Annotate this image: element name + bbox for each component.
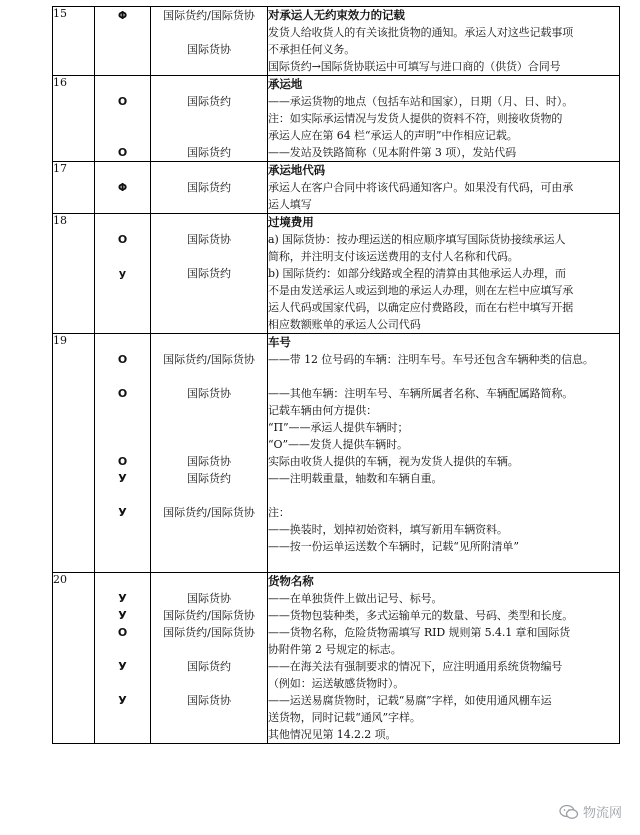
scope-cell bbox=[151, 7, 268, 76]
code-mark bbox=[95, 248, 150, 265]
description-line: 其他情况见第 14.2.2 项。 bbox=[268, 728, 397, 741]
code-mark bbox=[95, 76, 150, 93]
scope-label bbox=[151, 573, 267, 590]
description-line: “П”——承运人提供车辆时； bbox=[268, 421, 409, 434]
desc-cell bbox=[268, 214, 620, 334]
code-mark bbox=[95, 127, 150, 144]
code-mark: y bbox=[118, 267, 127, 280]
description-line: 承运人在客户合同中将该代码通知客户。如果没有代码，可由承 bbox=[268, 181, 574, 194]
description-line: 协附件第 2 号规定的标志。 bbox=[268, 643, 402, 656]
scope-label bbox=[151, 127, 267, 144]
row-number: 19 bbox=[53, 334, 95, 573]
description-line: 不是由发送承运人或运到地的承运人办理，则在左栏中应填写承 bbox=[268, 284, 574, 297]
scope-label: 国际货约/国际货协 bbox=[163, 626, 255, 639]
code-mark bbox=[95, 675, 150, 692]
scope-label: 国际货协 bbox=[187, 233, 231, 246]
section-title: 承运地代码 bbox=[268, 163, 325, 177]
scope-cell bbox=[151, 573, 268, 744]
desc-cell bbox=[268, 162, 620, 214]
description-line bbox=[268, 555, 619, 572]
scope-label bbox=[151, 538, 267, 555]
code-mark: У bbox=[118, 694, 127, 707]
row-number: 16 bbox=[53, 76, 95, 162]
table-row bbox=[53, 214, 620, 334]
description-line: 不承担任何义务。 bbox=[268, 43, 356, 56]
code-mark bbox=[95, 282, 150, 299]
scope-label: 国际货协 bbox=[187, 43, 231, 56]
code-mark bbox=[95, 521, 150, 538]
scope-cell bbox=[151, 334, 268, 573]
code-mark: У bbox=[118, 660, 127, 673]
scope-label bbox=[151, 641, 267, 658]
scope-label bbox=[151, 282, 267, 299]
scope-label: 国际货协 bbox=[187, 592, 231, 605]
code-cell bbox=[95, 7, 151, 76]
description-line: 运人填写 bbox=[268, 198, 312, 211]
description-line: 发货人给收货人的有关该批货物的通知。承运人对这些记载事项 bbox=[268, 26, 574, 39]
scope-label bbox=[151, 726, 267, 743]
scope-label: 国际货协 bbox=[187, 455, 231, 468]
scope-label bbox=[151, 555, 267, 572]
code-mark bbox=[95, 196, 150, 213]
description-line: 承运人应在第 64 栏“承运人的声明”中作相应记载。 bbox=[268, 129, 518, 142]
scope-cell bbox=[151, 76, 268, 162]
description-line: ——注明载重量，轴数和车辆自重。 bbox=[268, 472, 443, 485]
code-mark: O bbox=[117, 95, 128, 108]
description-line: ——在单独货件上做出记号、标号。 bbox=[268, 592, 443, 605]
scope-cell bbox=[151, 162, 268, 214]
scope-label: 国际货约 bbox=[187, 181, 231, 194]
scope-label bbox=[151, 368, 267, 385]
code-mark bbox=[95, 368, 150, 385]
code-mark bbox=[95, 402, 150, 419]
scope-label bbox=[151, 196, 267, 213]
scope-label bbox=[151, 58, 267, 75]
code-mark bbox=[95, 162, 150, 179]
code-mark: O bbox=[117, 233, 128, 246]
code-mark bbox=[95, 41, 150, 58]
row-number: 18 bbox=[53, 214, 95, 334]
code-mark bbox=[95, 419, 150, 436]
code-mark: O bbox=[117, 387, 128, 400]
code-mark bbox=[95, 24, 150, 41]
description-line: （例如：运送敏感货物时）。 bbox=[268, 677, 405, 690]
code-mark bbox=[95, 58, 150, 75]
scope-label bbox=[151, 709, 267, 726]
scope-label: 国际货约 bbox=[187, 267, 231, 280]
scope-label: 国际货约/国际货协 bbox=[163, 506, 255, 519]
description-line: ——货物名称，危险货物需填写 RID 规则第 5.4.1 章和国际货 bbox=[268, 626, 571, 639]
table-row bbox=[53, 334, 620, 573]
desc-cell bbox=[268, 573, 620, 744]
row-number: 15 bbox=[53, 7, 95, 76]
code-mark: Φ bbox=[117, 9, 128, 22]
description-line: ——带 12 位号码的车辆：注明车号。车号还包含车辆种类的信息。 bbox=[268, 353, 594, 366]
description-line: 记载车辆由何方提供： bbox=[268, 404, 377, 417]
section-title: 过境费用 bbox=[268, 215, 314, 229]
waybill-instructions-table bbox=[52, 6, 620, 744]
scope-label bbox=[151, 76, 267, 93]
table-body bbox=[53, 7, 620, 744]
section-title: 货物名称 bbox=[268, 574, 314, 588]
scope-label bbox=[151, 299, 267, 316]
code-mark bbox=[95, 110, 150, 127]
section-title: 承运地 bbox=[268, 77, 303, 91]
code-mark bbox=[95, 538, 150, 555]
description-line: ——按一份运单运送数个车辆时，记载“见所附清单” bbox=[268, 540, 519, 553]
code-mark bbox=[95, 334, 150, 351]
code-mark: Φ bbox=[117, 181, 128, 194]
watermark bbox=[559, 802, 622, 821]
scope-label bbox=[151, 419, 267, 436]
code-mark bbox=[95, 436, 150, 453]
scope-label: 国际货约/国际货协 bbox=[163, 609, 255, 622]
description-line: 相应数额账单的承运人公司代码 bbox=[268, 318, 421, 331]
description-line: 国际货约→国际货协联运中可填写与进口商的（供货）合同号 bbox=[268, 60, 561, 73]
description-line: 简称，并注明支付该运送费用的支付人名称和代码。 bbox=[268, 250, 519, 263]
code-mark: У bbox=[118, 609, 127, 622]
table-row bbox=[53, 162, 620, 214]
code-mark bbox=[95, 214, 150, 231]
description-line: ——在海关法有强制要求的情况下，应注明通用系统货物编号 bbox=[268, 660, 563, 673]
scope-label: 国际货协 bbox=[187, 387, 231, 400]
description-line: 实际由收货人提供的车辆，视为发货人提供的车辆。 bbox=[268, 455, 519, 468]
code-mark: O bbox=[117, 353, 128, 366]
description-line: ——其他车辆：注明车号、车辆所属者名称、车辆配属路简称。 bbox=[268, 387, 574, 400]
code-mark: O bbox=[117, 146, 128, 159]
watermark-text: 物流网 bbox=[582, 806, 622, 821]
scope-label: 国际货约/国际货协 bbox=[163, 353, 255, 366]
description-line: ——货物包装种类，多式运输单元的数量、号码、类型和长度。 bbox=[268, 609, 574, 622]
row-number: 17 bbox=[53, 162, 95, 214]
table-row bbox=[53, 76, 620, 162]
description-line: ——运送易腐货物时，记载“易腐”字样，如使用通风棚车运 bbox=[268, 694, 552, 707]
code-cell bbox=[95, 76, 151, 162]
description-line: ——发站及铁路简称（见本附件第 3 项），发站代码 bbox=[268, 146, 516, 159]
code-mark bbox=[95, 641, 150, 658]
description-line: b) 国际货约：如部分线路或全程的清算由其他承运人办理，而 bbox=[268, 267, 566, 280]
desc-cell bbox=[268, 76, 620, 162]
row-number: 20 bbox=[53, 573, 95, 744]
table-row bbox=[53, 573, 620, 744]
description-line: 送货物，同时记载“通风”字样。 bbox=[268, 711, 421, 724]
scope-label bbox=[151, 162, 267, 179]
section-title: 对承运人无约束效力的记载 bbox=[268, 8, 405, 22]
code-mark: O bbox=[117, 626, 128, 639]
scope-label bbox=[151, 248, 267, 265]
code-mark bbox=[95, 573, 150, 590]
description-line: ——换装时，划掉初始资料，填写新用车辆资料。 bbox=[268, 523, 508, 536]
scope-label: 国际货约/国际货协 bbox=[163, 9, 255, 22]
desc-cell bbox=[268, 334, 620, 573]
table-row bbox=[53, 7, 620, 76]
desc-cell bbox=[268, 7, 620, 76]
code-cell bbox=[95, 573, 151, 744]
scope-label bbox=[151, 334, 267, 351]
description-line: 注： bbox=[268, 506, 290, 519]
scope-label bbox=[151, 521, 267, 538]
scope-label bbox=[151, 402, 267, 419]
scope-label: 国际货约 bbox=[187, 660, 231, 673]
scope-label bbox=[151, 24, 267, 41]
code-mark bbox=[95, 555, 150, 572]
scope-label bbox=[151, 110, 267, 127]
description-line: ——承运货物的地点（包括车站和国家），日期（月、日、时）。 bbox=[268, 95, 574, 108]
description-line: a) 国际货协：按办理运送的相应顺序填写国际货协接续承运人 bbox=[268, 233, 566, 246]
code-mark: У bbox=[118, 472, 127, 485]
code-mark bbox=[95, 726, 150, 743]
description-line: “О”——发货人提供车辆时。 bbox=[268, 438, 408, 451]
description-line bbox=[268, 487, 619, 504]
code-mark bbox=[95, 487, 150, 504]
scope-label bbox=[151, 487, 267, 504]
scope-label bbox=[151, 436, 267, 453]
code-mark: O bbox=[117, 455, 128, 468]
scope-label: 国际货约 bbox=[187, 146, 231, 159]
wechat-logo-icon bbox=[559, 804, 579, 820]
code-cell bbox=[95, 334, 151, 573]
scope-label: 国际货协 bbox=[187, 694, 231, 707]
scope-label: 国际货约 bbox=[187, 95, 231, 108]
code-cell bbox=[95, 162, 151, 214]
scope-label: 国际货约 bbox=[187, 472, 231, 485]
scope-label bbox=[151, 214, 267, 231]
section-title: 车号 bbox=[268, 335, 291, 349]
scope-cell bbox=[151, 214, 268, 334]
scope-label bbox=[151, 316, 267, 333]
code-cell bbox=[95, 214, 151, 334]
code-mark: У bbox=[118, 506, 127, 519]
description-line bbox=[268, 368, 619, 385]
description-line: 运人代码或国家代码，以确定应付费路段，而在右栏中填写开据 bbox=[268, 301, 574, 314]
code-mark bbox=[95, 316, 150, 333]
code-mark: У bbox=[118, 592, 127, 605]
code-mark bbox=[95, 709, 150, 726]
description-line: 注：如实际承运情况与发货人提供的资料不符，则接收货物的 bbox=[268, 112, 563, 125]
scope-label bbox=[151, 675, 267, 692]
code-mark bbox=[95, 299, 150, 316]
